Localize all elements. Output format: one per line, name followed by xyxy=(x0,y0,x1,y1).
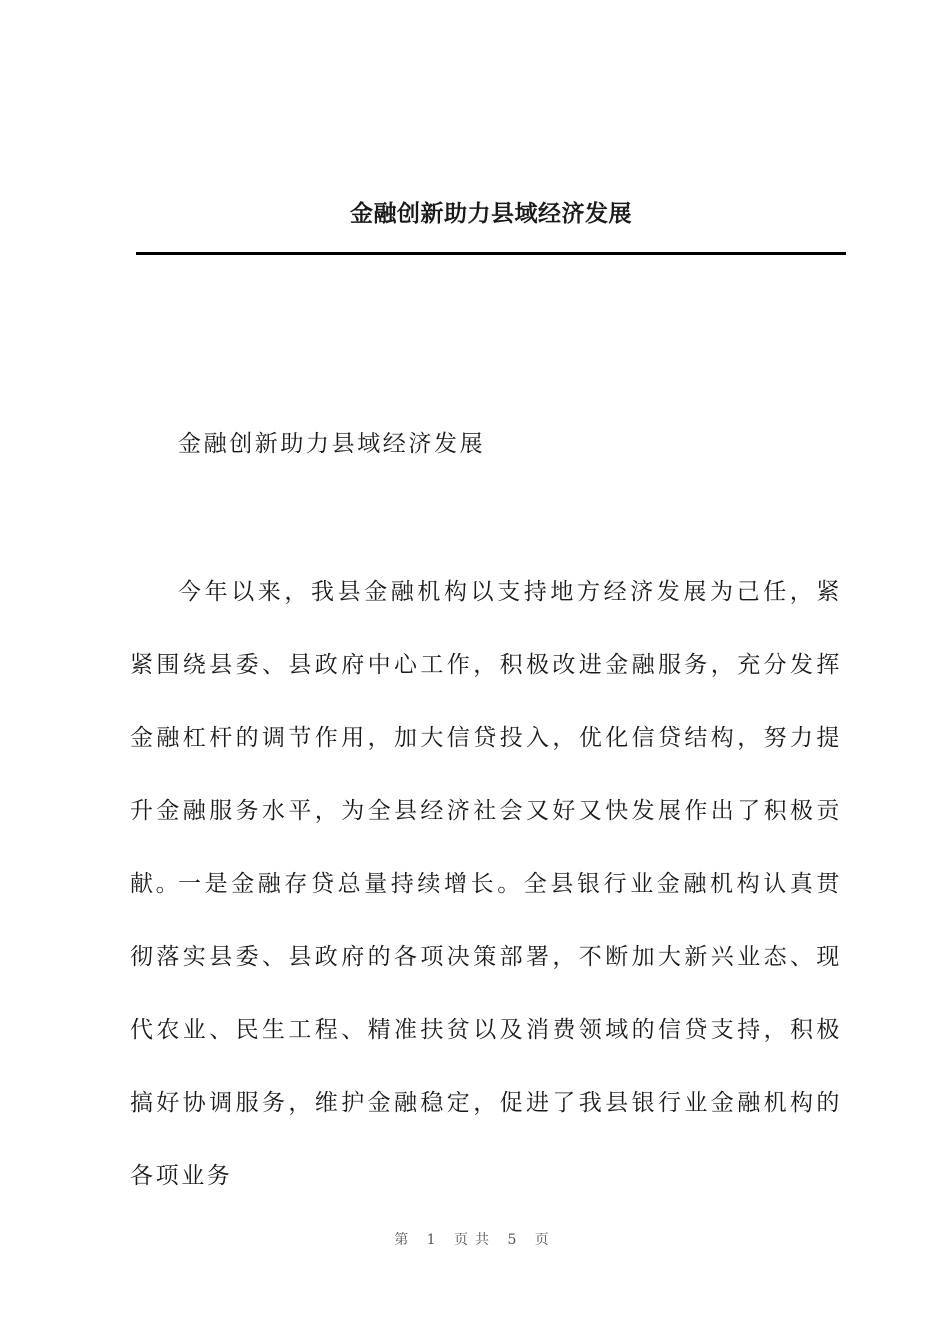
page-number: 第 1 页共 5 页 xyxy=(394,1232,556,1248)
page-title: 金融创新助力县域经济发展 xyxy=(350,200,632,227)
document-subtitle: 金融创新助力县域经济发展 xyxy=(178,431,486,457)
header-divider xyxy=(136,252,846,255)
paragraph: 今年以来，我县金融机构以支持地方经济发展为己任，紧紧围绕县委、县政府中心工作，积极改进金融服务，充分发挥金融杠杆的调节作用，加大信贷投入，优化信贷结构，努力提升金融服务水平，为全县经济社会又好又快发展作出了积极贡献。 xyxy=(130,579,842,897)
paragraph: 一是金融存贷总量持续增长。全县银行业金融机构认真贯彻落实县委、县政府的各项决策部署，不断加大新兴业态、现代农业、民生工程、精准扶贫以及消费领域的信贷支持，积极搞好协调服务，维护金融稳定，促进了我县银行业金融机构的各项业务 xyxy=(130,871,842,1189)
